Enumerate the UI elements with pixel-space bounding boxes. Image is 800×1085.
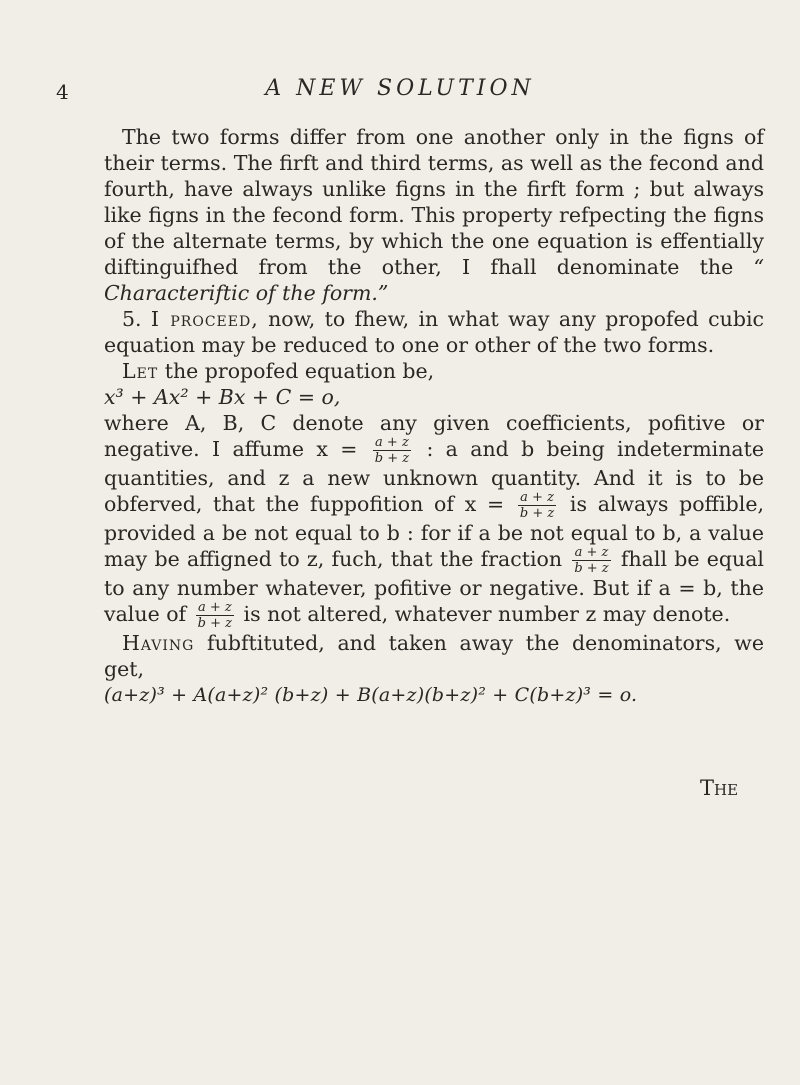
paragraph-assumption	[104, 410, 764, 630]
fraction	[373, 436, 411, 465]
let-lead: Let	[122, 359, 159, 383]
assumption-text-3: is always poffible, provided a be not equal to b : for if a be not equal to b, a value may be affigned to z, fuch, that the fraction	[104, 492, 764, 571]
proceed-text: now, to fhew, in what way any propofed cubic equation may be reduced to one or other of the two forms.	[104, 307, 764, 357]
paragraph-having	[104, 630, 764, 682]
assumption-text-5: is not altered, whatever number z may denote.	[243, 602, 731, 626]
fraction-denominator: b + z	[574, 561, 609, 576]
body-text	[104, 124, 764, 708]
having-text: fubftituted, and taken away the denominators, we get,	[104, 631, 764, 681]
catchword	[700, 776, 738, 800]
section-number: 5.	[122, 307, 142, 331]
fraction	[196, 601, 234, 630]
page-number: 4	[56, 80, 69, 104]
fraction-denominator: b + z	[374, 451, 410, 466]
let-text: the propofed equation be,	[164, 359, 435, 383]
characteristic-term: “ Characteriftic of the form.”	[104, 255, 764, 305]
assumption-text-1: where A, B, C denote any given coefficients, pofitive or negative. I affume x =	[104, 411, 764, 461]
assumption-text-2: : a and b being indeterminate quantities, and z a new unknown quantity. And it is to be obferved, that the fuppofition of x =	[104, 437, 764, 516]
having-lead: Having	[122, 631, 195, 655]
fraction-numerator: a + z	[572, 546, 610, 561]
fraction-numerator: a + z	[518, 491, 556, 506]
fraction-numerator: a + z	[373, 436, 411, 451]
fraction-denominator: b + z	[197, 616, 232, 631]
fraction-numerator: a + z	[196, 601, 234, 616]
fraction-denominator: b + z	[519, 506, 555, 521]
substituted-equation	[104, 682, 764, 708]
cubic-equation-text: x³ + Ax² + Bx + C = o,	[104, 385, 341, 409]
paragraph-forms	[104, 124, 764, 306]
substituted-equation-text: (a+z)³ + A(a+z)² (b+z) + B(a+z)(b+z)² + C(b+z)³ = o.	[104, 684, 638, 706]
fraction	[572, 546, 610, 575]
fraction	[518, 491, 556, 520]
running-head: A NEW SOLUTION	[265, 76, 535, 101]
proceed-lead: I proceed,	[150, 307, 259, 331]
cubic-equation	[104, 384, 764, 410]
paragraph-forms-text: The two forms differ from one another only in the figns of their terms. The firft and third terms, as well as the fecond and fourth, have always unlike figns in the firft form ; but always like figns in the fecond form. This property refpecting the figns of the alternate terms, by which the one equation is effentially diftinguifhed from the other, I fhall denominate the	[104, 125, 764, 279]
catchword-text: The	[700, 776, 739, 800]
paragraph-proceed	[104, 306, 764, 358]
paragraph-let	[104, 358, 764, 384]
assumption-text-4: fhall be equal to any number whatever, pofitive or negative. But if a = b, the value of	[104, 547, 764, 626]
